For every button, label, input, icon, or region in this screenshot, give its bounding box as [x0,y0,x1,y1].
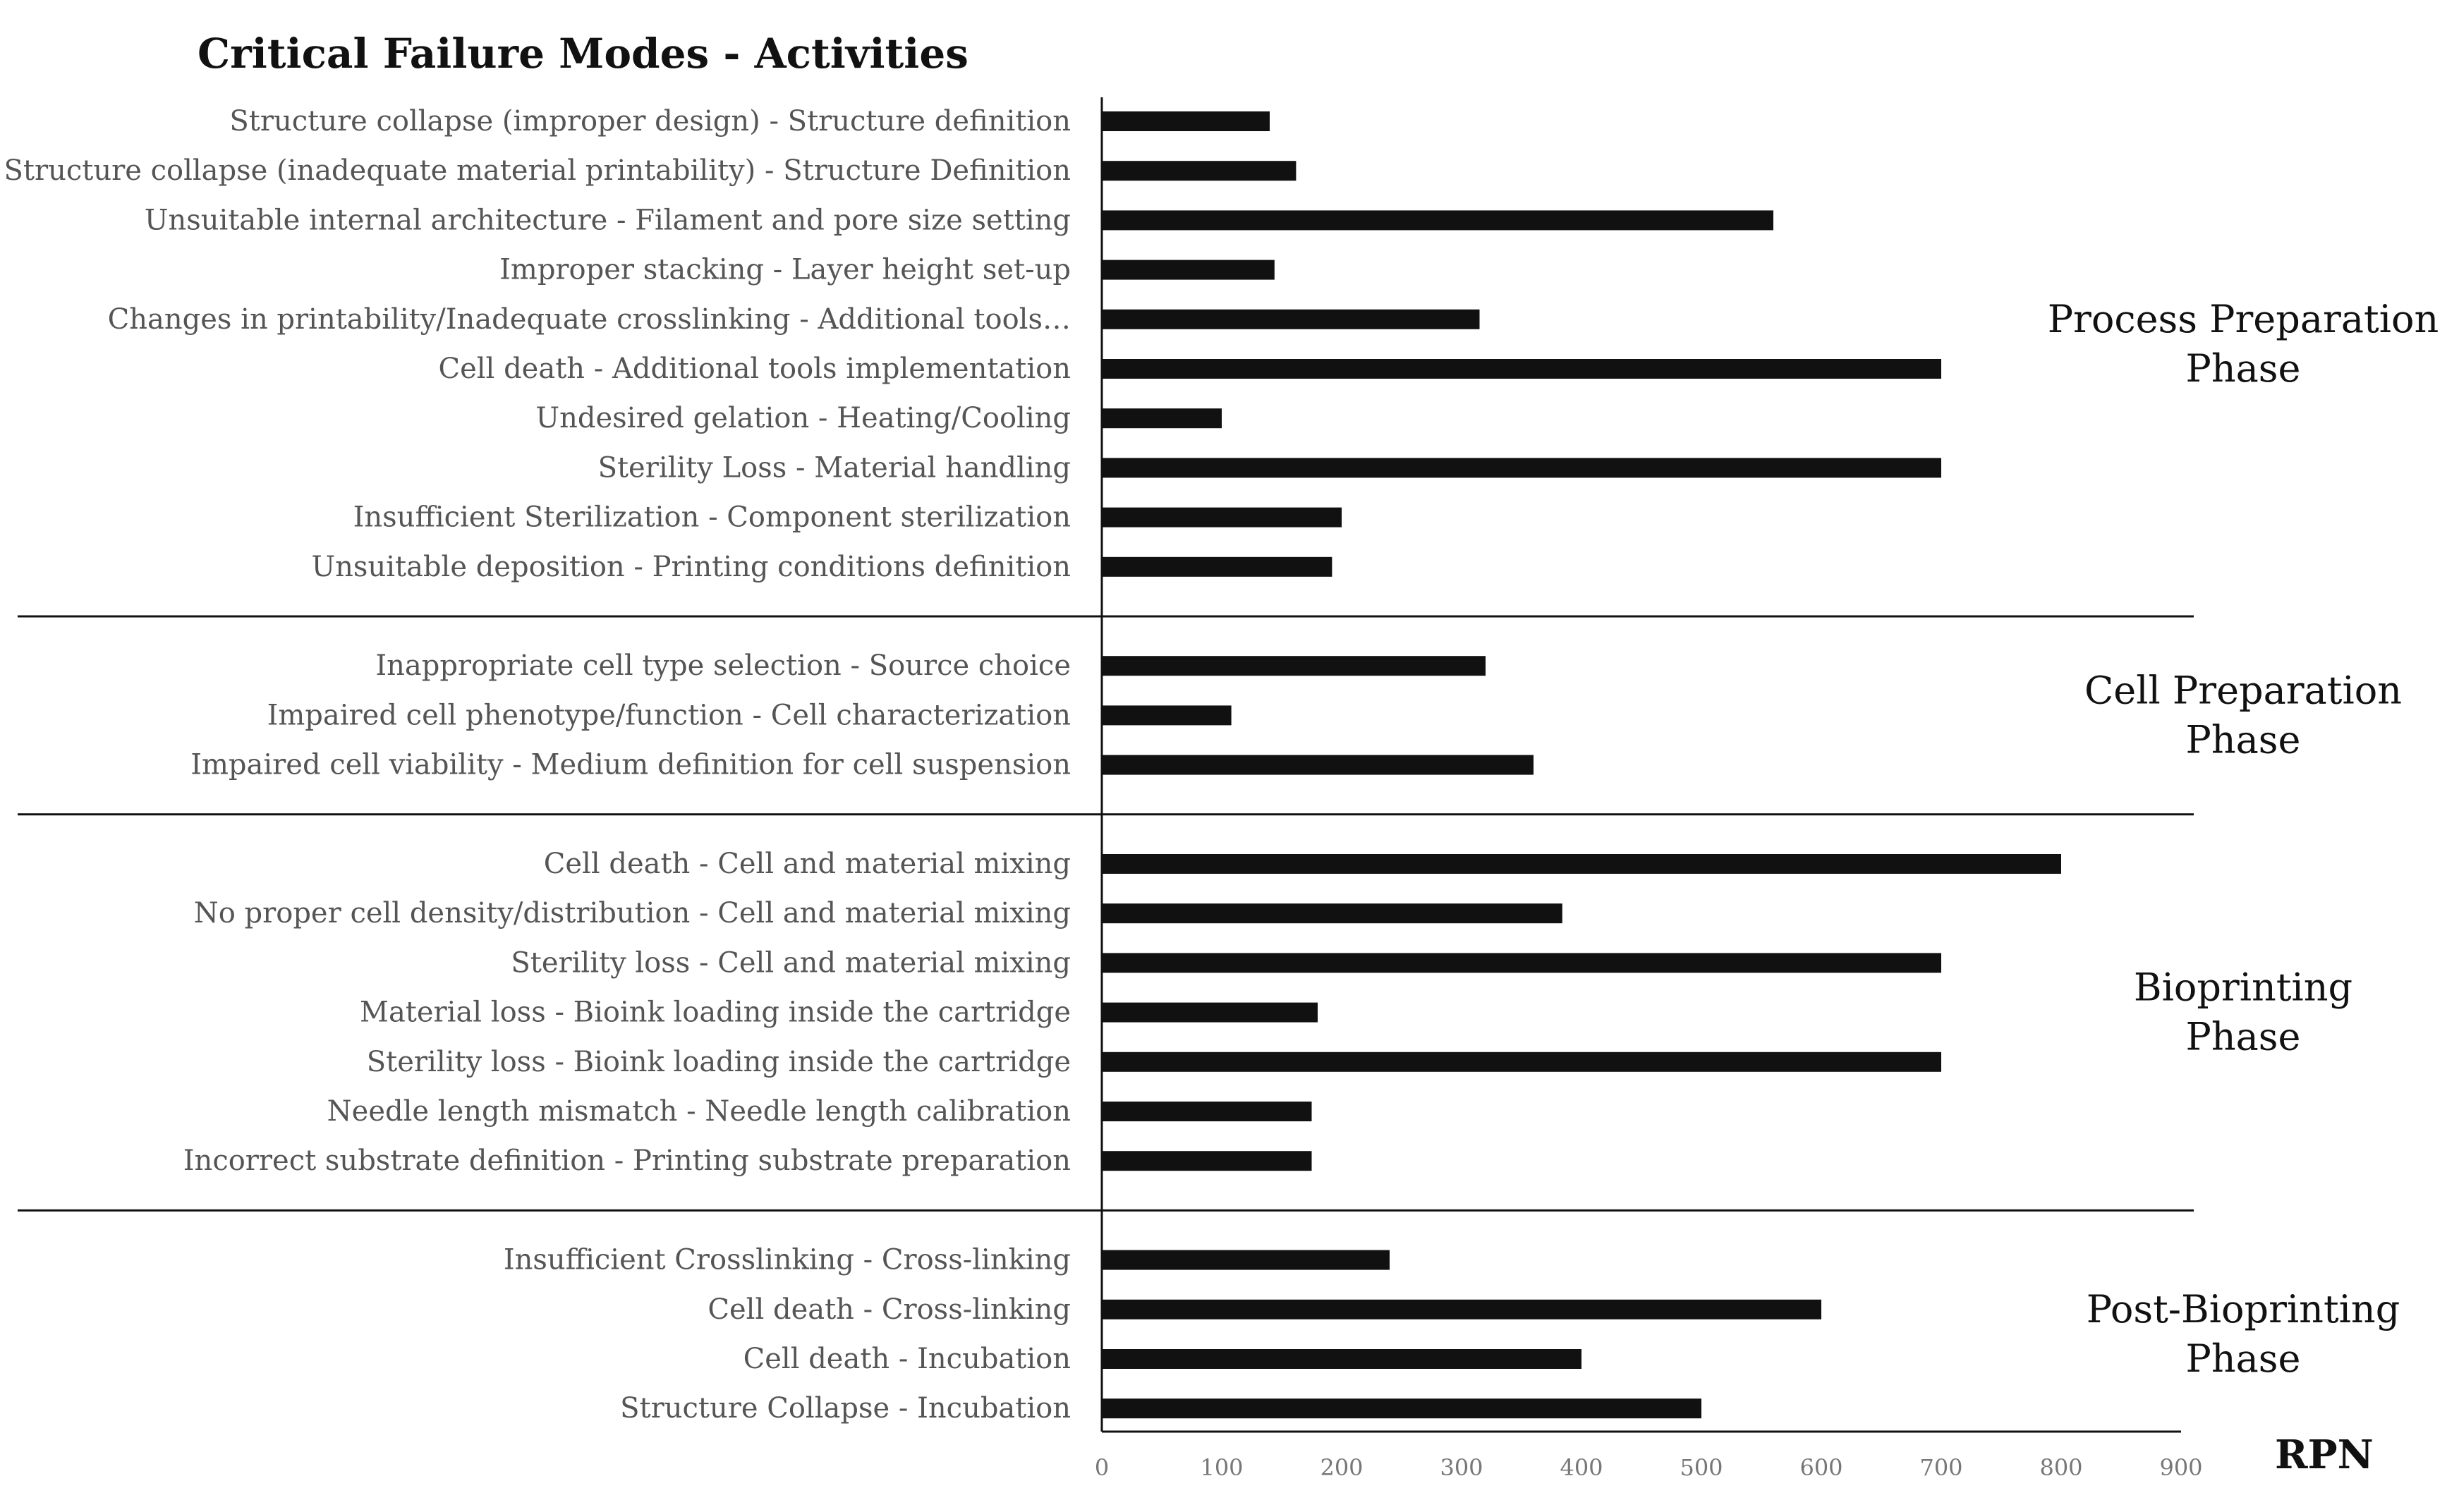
bar-3-0 [1102,1250,1390,1270]
category-label: Cell death - Cross-linking [708,1293,1071,1326]
category-label: Improper stacking - Layer height set-up [499,253,1071,286]
bar-2-6 [1102,1151,1312,1171]
x-tick-label: 900 [2159,1454,2203,1481]
x-tick-label: 800 [2039,1454,2083,1481]
x-axis-title: RPN [2275,1432,2374,1478]
category-label: Unsuitable deposition - Printing conditions definition [311,550,1071,583]
phase-label: Phase [2185,717,2301,762]
phase-label: Post-Bioprinting [2086,1286,2400,1331]
bar-0-4 [1102,310,1480,329]
phase-labels [2048,297,2439,1381]
x-tick-label: 500 [1680,1454,1723,1481]
category-label: Undesired gelation - Heating/Cooling [535,402,1071,435]
x-tick-label: 200 [1320,1454,1364,1481]
category-label: Sterility loss - Bioink loading inside the cartridge [366,1045,1071,1078]
phase-label: Phase [2185,1014,2301,1059]
chart-title: Critical Failure Modes - Activities [198,30,969,78]
bar-1-1 [1102,705,1232,725]
bar-2-3 [1102,1003,1318,1023]
bar-0-0 [1102,111,1270,131]
phase-label: Phase [2185,346,2301,391]
category-label: Incorrect substrate definition - Printing substrate preparation [183,1145,1071,1178]
bars-group [1102,111,2061,1418]
category-label: No proper cell density/distribution - Cell and material mixing [193,897,1071,930]
category-label: Impaired cell viability - Medium definition for cell suspension [190,748,1071,781]
bar-0-7 [1102,458,1941,477]
bar-1-2 [1102,755,1534,775]
category-label: Cell death - Cell and material mixing [543,848,1071,880]
category-label: Insufficient Sterilization - Component sterilization [353,501,1071,534]
phase-label: Bioprinting [2133,965,2353,1010]
x-tick-label: 400 [1560,1454,1603,1481]
category-label: Structure collapse (improper design) - Structure definition [229,105,1071,138]
bar-2-4 [1102,1052,1941,1072]
bar-2-5 [1102,1102,1312,1121]
category-label: Sterility loss - Cell and material mixing [511,946,1071,980]
category-label: Structure collapse (inadequate material printability) - Structure Definition [4,154,1071,188]
x-tick-label: 100 [1200,1454,1244,1481]
bar-1-0 [1102,656,1486,676]
category-label: Inappropriate cell type selection - Source choice [375,650,1071,683]
bar-3-1 [1102,1300,1821,1319]
category-label: Material loss - Bioink loading inside the cartridge [359,996,1071,1029]
bar-0-1 [1102,161,1296,181]
bar-0-2 [1102,210,1773,230]
bar-0-5 [1102,359,1941,379]
category-labels [4,105,1071,1425]
x-tick-labels [1095,1454,2203,1481]
x-tick-label: 300 [1440,1454,1483,1481]
category-label: Unsuitable internal architecture - Filament and pore size setting [144,204,1071,237]
bar-0-3 [1102,260,1275,280]
bar-3-2 [1102,1349,1581,1369]
x-tick-label: 600 [1799,1454,1843,1481]
phase-label: Process Preparation [2047,296,2439,341]
bar-0-6 [1102,408,1222,428]
category-label: Impaired cell phenotype/function - Cell characterization [267,699,1071,732]
category-label: Structure Collapse - Incubation [620,1392,1071,1425]
category-label: Needle length mismatch - Needle length calibration [327,1095,1071,1128]
category-label: Changes in printability/Inadequate crosslinking - Additional tools… [107,303,1071,336]
bar-2-0 [1102,854,2061,874]
category-label: Cell death - Additional tools implementation [438,353,1071,385]
x-tick-label: 700 [1919,1454,1963,1481]
phase-label: Phase [2185,1336,2301,1381]
category-label: Cell death - Incubation [743,1343,1071,1375]
phase-label: Cell Preparation [2084,668,2403,713]
category-label: Sterility Loss - Material handling [597,451,1071,484]
bar-2-1 [1102,903,1562,923]
category-label: Insufficient Crosslinking - Cross-linking [503,1243,1071,1276]
x-tick-label: 0 [1094,1454,1110,1481]
bar-0-9 [1102,557,1332,577]
bar-3-3 [1102,1398,1701,1418]
bar-2-2 [1102,953,1941,973]
bar-0-8 [1102,508,1342,528]
